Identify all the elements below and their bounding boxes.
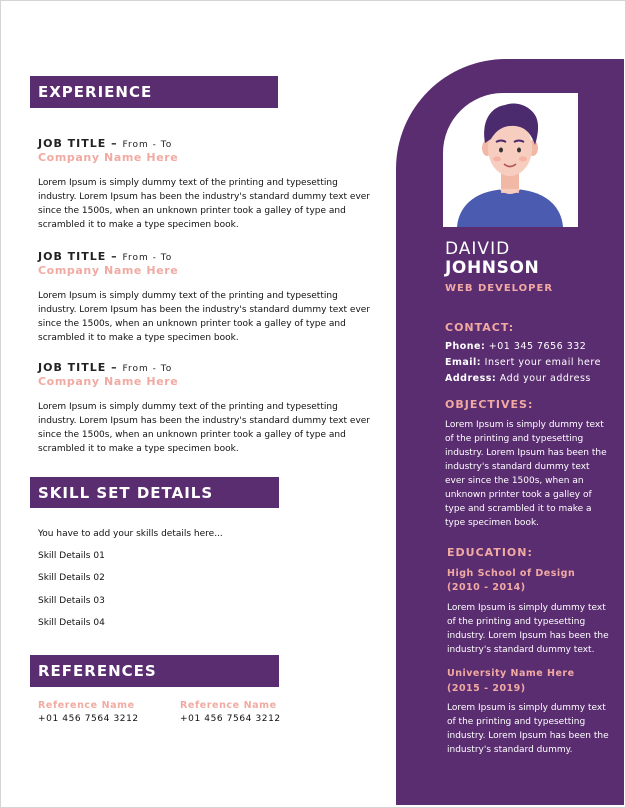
skill-item: Skill Details 04: [38, 618, 105, 628]
contact-address: [445, 373, 591, 384]
skills-heading: [30, 477, 279, 508]
reference-entry-2: [180, 700, 320, 724]
reference-phone: +01 456 7564 3212: [180, 714, 281, 724]
last-name: JOHNSON: [445, 258, 540, 278]
references-heading-text: REFERENCES: [38, 662, 157, 680]
skill-item: Skill Details 01: [38, 551, 105, 561]
references-heading: [30, 655, 279, 687]
phone-label: Phone:: [445, 341, 486, 352]
contact-phone: [445, 341, 586, 352]
job-entry-3: [38, 361, 378, 456]
job-description: Lorem Ipsum is simply dummy text of the printing and typesetting industry. Lorem Ipsum has been the industry's standard dummy text ever since the 1500s, when an unknown printer took a galley of type and scrambled it to make a type specimen book.: [38, 291, 371, 343]
objectives-heading: OBJECTIVES:: [445, 398, 534, 411]
job-company: Company Name Here: [38, 375, 179, 388]
experience-heading: [30, 76, 278, 108]
job-dash: –: [111, 250, 118, 263]
job-from-to: From - To: [122, 364, 173, 374]
job-company: Company Name Here: [38, 151, 179, 164]
job-title: JOB TITLE: [38, 361, 107, 374]
job-title: JOB TITLE: [38, 250, 107, 263]
job-title-line: [38, 250, 378, 263]
job-role: WEB DEVELOPER: [445, 283, 554, 294]
email-label: Email:: [445, 357, 482, 368]
address-label: Address:: [445, 373, 497, 384]
job-description: Lorem Ipsum is simply dummy text of the printing and typesetting industry. Lorem Ipsum has been the industry's standard dummy text ever since the 1500s, when an unknown printer took a galley of type and scrambled it to make a type specimen book.: [38, 178, 371, 230]
job-from-to: From - To: [122, 253, 173, 263]
reference-phone: +01 456 7564 3212: [38, 714, 139, 724]
education-years: (2015 - 2019): [447, 683, 526, 694]
reference-name: Reference Name: [38, 700, 135, 711]
job-entry-2: [38, 250, 378, 345]
job-dash: –: [111, 361, 118, 374]
job-entry-1: [38, 137, 378, 232]
contact-email: [445, 357, 601, 368]
education-years: (2010 - 2014): [447, 582, 526, 593]
job-dash: –: [111, 137, 118, 150]
profile-photo: [443, 93, 578, 227]
education-text: Lorem Ipsum is simply dummy text of the printing and typesetting industry. Lorem Ipsum has been the industry's standard dummy.: [447, 703, 609, 755]
education-heading: EDUCATION:: [447, 546, 533, 559]
objectives-text: Lorem Ipsum is simply dummy text of the printing and typesetting industry. Lorem Ipsum has been the industry's standard dummy text ever since the 1500s, when an unknown printer took a galley of type and scrambled it to make a type specimen book.: [445, 420, 607, 528]
email-value: Insert your email here: [484, 357, 601, 368]
job-title-line: [38, 361, 378, 374]
job-company: Company Name Here: [38, 264, 179, 277]
experience-heading-text: EXPERIENCE: [38, 83, 153, 101]
reference-name: Reference Name: [180, 700, 277, 711]
education-school: High School of Design: [447, 568, 576, 579]
job-title: JOB TITLE: [38, 137, 107, 150]
job-title-line: [38, 137, 378, 150]
contact-heading: CONTACT:: [445, 321, 515, 334]
first-name: DAIVID: [445, 239, 511, 259]
education-text: Lorem Ipsum is simply dummy text of the printing and typesetting industry. Lorem Ipsum has been the industry's standard dummy text.: [447, 603, 609, 655]
skill-item: Skill Details 02: [38, 573, 105, 583]
phone-value: +01 345 7656 332: [488, 341, 587, 352]
skills-heading-text: SKILL SET DETAILS: [38, 483, 214, 502]
job-description: Lorem Ipsum is simply dummy text of the printing and typesetting industry. Lorem Ipsum has been the industry's standard dummy text ever since the 1500s, when an unknown printer took a galley of type and scrambled it to make a type specimen book.: [38, 402, 371, 454]
skills-intro: You have to add your skills details here...: [38, 529, 223, 539]
job-from-to: From - To: [122, 140, 173, 150]
skill-item: Skill Details 03: [38, 596, 105, 606]
avatar-icon: [443, 93, 578, 227]
education-school: University Name Here: [447, 668, 575, 679]
reference-entry-1: [38, 700, 178, 724]
address-value: Add your address: [499, 373, 591, 384]
